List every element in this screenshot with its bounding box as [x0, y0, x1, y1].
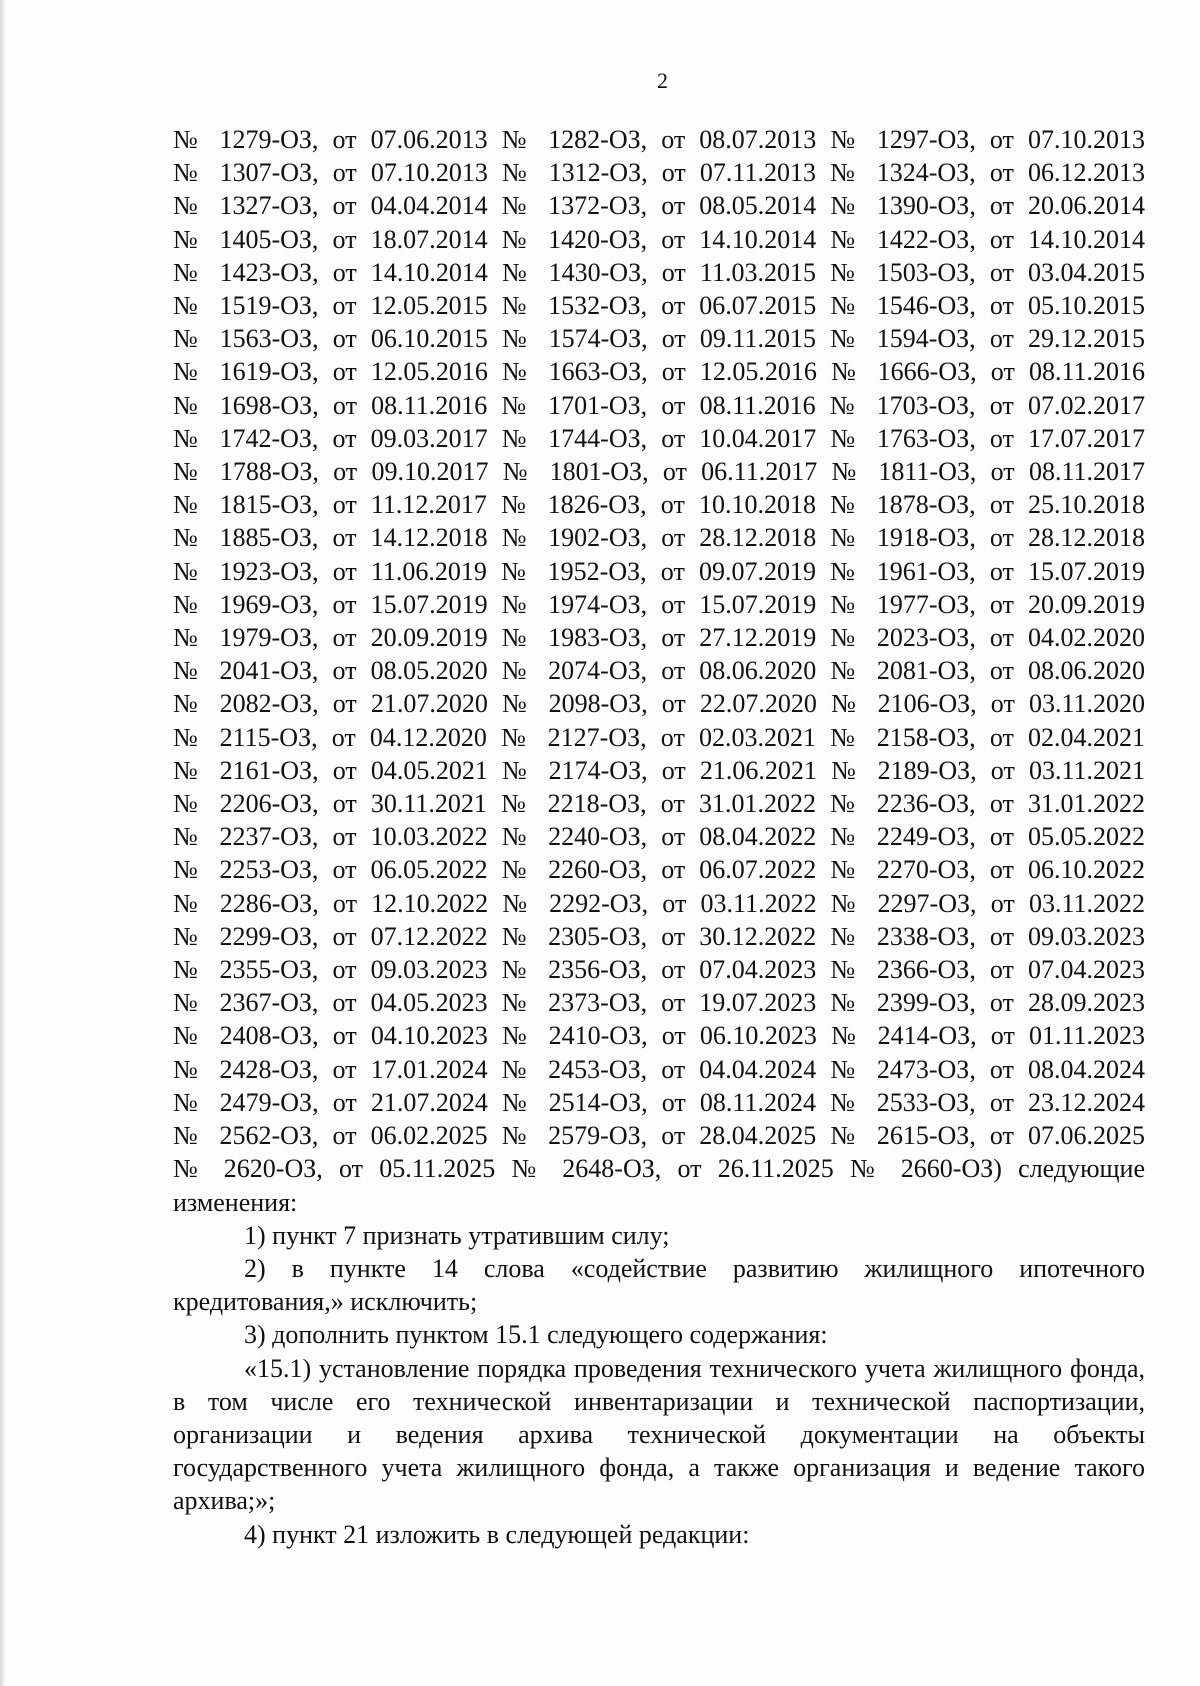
reference-line: № 2355-ОЗ, от 09.03.2023 № 2356-ОЗ, от 07.04.2023 № 2366-ОЗ, от 07.04.2023: [173, 955, 1145, 985]
reference-line: № 2299-ОЗ, от 07.12.2022 № 2305-ОЗ, от 30.12.2022 № 2338-ОЗ, от 09.03.2023: [173, 921, 1145, 951]
reference-line: № 1327-ОЗ, от 04.04.2014 № 1372-ОЗ, от 08.05.2014 № 1390-ОЗ, от 20.06.2014: [173, 191, 1145, 221]
reference-line: № 1788-ОЗ, от 09.10.2017 № 1801-ОЗ, от 06.11.2017 № 1811-ОЗ, от 08.11.2017: [173, 457, 1145, 487]
reference-line: № 2428-ОЗ, от 17.01.2024 № 2453-ОЗ, от 04.04.2024 № 2473-ОЗ, от 08.04.2024: [173, 1054, 1145, 1084]
reference-list: [173, 123, 1145, 1152]
paragraph-1: 1) пункт 7 признать утратившим силу;: [244, 1220, 670, 1250]
reference-line: № 1698-ОЗ, от 08.11.2016 № 1701-ОЗ, от 08.11.2016 № 1703-ОЗ, от 07.02.2017: [173, 390, 1145, 420]
reference-line: № 1969-ОЗ, от 15.07.2019 № 1974-ОЗ, от 15.07.2019 № 1977-ОЗ, от 20.09.2019: [173, 589, 1145, 619]
reference-line: № 2479-ОЗ, от 21.07.2024 № 2514-ОЗ, от 08.11.2024 № 2533-ОЗ, от 23.12.2024: [173, 1087, 1145, 1117]
reference-line: № 1923-ОЗ, от 11.06.2019 № 1952-ОЗ, от 09.07.2019 № 1961-ОЗ, от 15.07.2019: [173, 556, 1145, 586]
reference-line: № 1979-ОЗ, от 20.09.2019 № 1983-ОЗ, от 27.12.2019 № 2023-ОЗ, от 04.02.2020: [173, 623, 1145, 653]
reference-line: № 1519-ОЗ, от 12.05.2015 № 1532-ОЗ, от 06.07.2015 № 1546-ОЗ, от 05.10.2015: [173, 291, 1145, 321]
reference-list-tail: № 2620-ОЗ, от 05.11.2025 № 2648-ОЗ, от 26.11.2025 № 2660-ОЗ) следующие изменения:: [173, 1154, 1145, 1217]
reference-line: № 2367-ОЗ, от 04.05.2023 № 2373-ОЗ, от 19.07.2023 № 2399-ОЗ, от 28.09.2023: [173, 988, 1145, 1018]
paragraph-3: 3) дополнить пунктом 15.1 следующего содержания:: [244, 1320, 828, 1350]
reference-line: № 1423-ОЗ, от 14.10.2014 № 1430-ОЗ, от 11.03.2015 № 1503-ОЗ, от 03.04.2015: [173, 257, 1145, 287]
reference-line: № 2237-ОЗ, от 10.03.2022 № 2240-ОЗ, от 08.04.2022 № 2249-ОЗ, от 05.05.2022: [173, 822, 1145, 852]
paragraph-5: 4) пункт 21 изложить в следующей редакции:: [244, 1519, 750, 1549]
reference-line: № 1815-ОЗ, от 11.12.2017 № 1826-ОЗ, от 10.10.2018 № 1878-ОЗ, от 25.10.2018: [173, 490, 1145, 520]
reference-line: № 2253-ОЗ, от 06.05.2022 № 2260-ОЗ, от 06.07.2022 № 2270-ОЗ, от 06.10.2022: [173, 855, 1145, 885]
reference-line: № 2206-ОЗ, от 30.11.2021 № 2218-ОЗ, от 31.01.2022 № 2236-ОЗ, от 31.01.2022: [173, 789, 1145, 819]
scan-edge: [0, 0, 5, 1686]
reference-line: № 2115-ОЗ, от 04.12.2020 № 2127-ОЗ, от 02.03.2021 № 2158-ОЗ, от 02.04.2021: [173, 722, 1145, 752]
reference-line: № 1279-ОЗ, от 07.06.2013 № 1282-ОЗ, от 08.07.2013 № 1297-ОЗ, от 07.10.2013: [173, 125, 1145, 154]
reference-line: № 1563-ОЗ, от 06.10.2015 № 1574-ОЗ, от 09.11.2015 № 1594-ОЗ, от 29.12.2015: [173, 324, 1145, 354]
reference-line: № 1885-ОЗ, от 14.12.2018 № 1902-ОЗ, от 28.12.2018 № 1918-ОЗ, от 28.12.2018: [173, 523, 1145, 553]
reference-line: № 1307-ОЗ, от 07.10.2013 № 1312-ОЗ, от 07.11.2013 № 1324-ОЗ, от 06.12.2013: [173, 158, 1145, 188]
reference-line: № 1405-ОЗ, от 18.07.2014 № 1420-ОЗ, от 14.10.2014 № 1422-ОЗ, от 14.10.2014: [173, 224, 1145, 254]
reference-line: № 1619-ОЗ, от 12.05.2016 № 1663-ОЗ, от 12.05.2016 № 1666-ОЗ, от 08.11.2016: [173, 357, 1145, 387]
reference-line: № 2286-ОЗ, от 12.10.2022 № 2292-ОЗ, от 03.11.2022 № 2297-ОЗ, от 03.11.2022: [173, 888, 1145, 918]
paragraph-4: «15.1) установление порядка проведения технического учета жилищного фонда, в том числе его технической инвентаризации и технической паспортизации, организации и ведения архива технической документации на объекты государственного учета жилищного фонда, а также организация и ведение такого архива;»;: [173, 1353, 1145, 1516]
reference-line: № 2082-ОЗ, от 21.07.2020 № 2098-ОЗ, от 22.07.2020 № 2106-ОЗ, от 03.11.2020: [173, 689, 1145, 719]
paragraph-2: 2) в пункте 14 слова «содействие развитию жилищного ипотечного кредитования,» исключить;: [173, 1253, 1145, 1317]
document-body: [173, 123, 1145, 1551]
reference-line: № 1742-ОЗ, от 09.03.2017 № 1744-ОЗ, от 10.04.2017 № 1763-ОЗ, от 17.07.2017: [173, 423, 1145, 453]
page-number: 2: [657, 68, 668, 93]
reference-line: № 2041-ОЗ, от 08.05.2020 № 2074-ОЗ, от 08.06.2020 № 2081-ОЗ, от 08.06.2020: [173, 656, 1145, 686]
reference-line: № 2408-ОЗ, от 04.10.2023 № 2410-ОЗ, от 06.10.2023 № 2414-ОЗ, от 01.11.2023: [173, 1021, 1145, 1051]
reference-line: № 2562-ОЗ, от 06.02.2025 № 2579-ОЗ, от 28.04.2025 № 2615-ОЗ, от 07.06.2025: [173, 1121, 1145, 1151]
reference-line: № 2161-ОЗ, от 04.05.2021 № 2174-ОЗ, от 21.06.2021 № 2189-ОЗ, от 03.11.2021: [173, 755, 1145, 785]
